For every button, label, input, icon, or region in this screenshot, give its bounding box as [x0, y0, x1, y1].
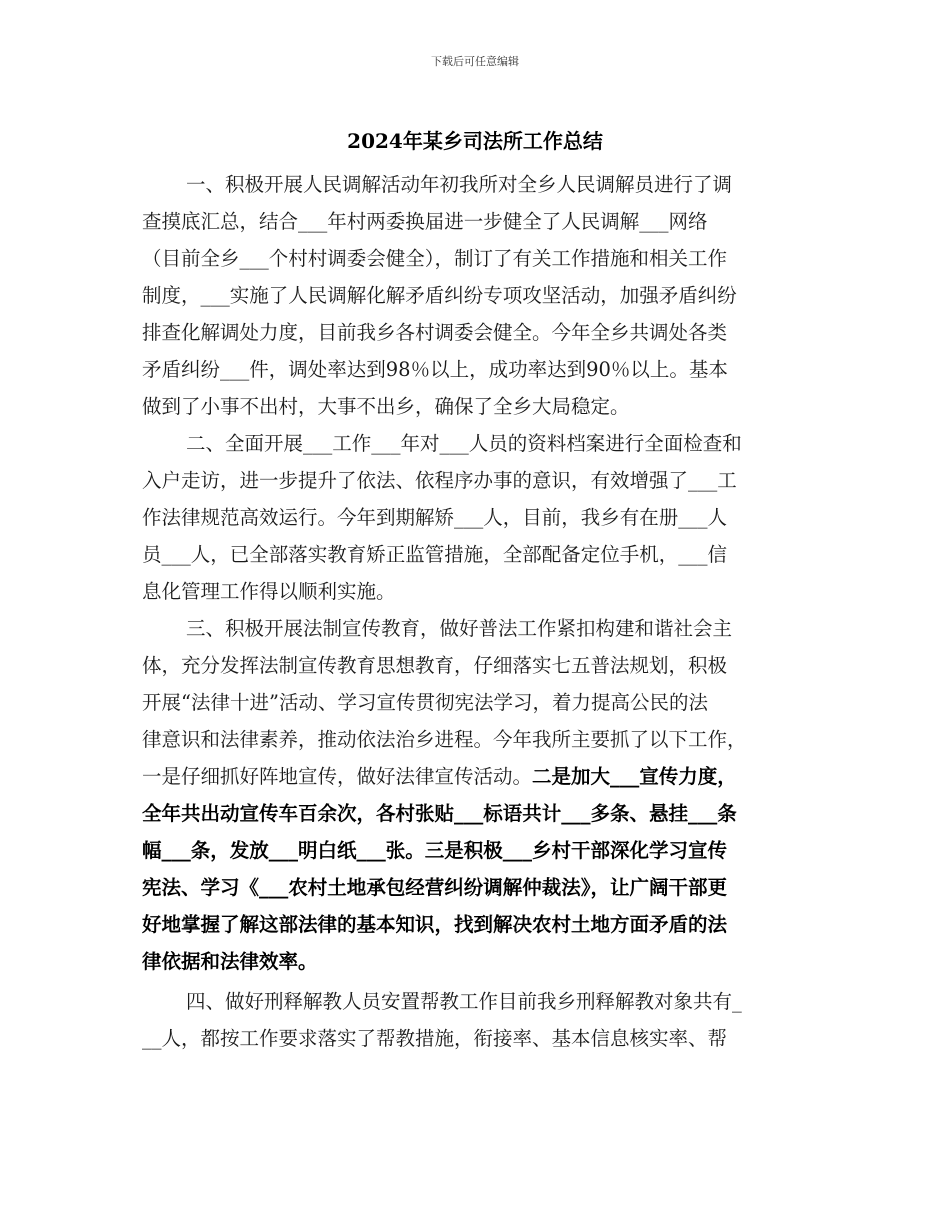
paragraph-line: 做到了小事不出村，大事不出乡，确保了全乡大局稳定。: [142, 395, 630, 418]
paragraph-line: 一、积极开展人民调解活动年初我所对全乡人民调解员进行了调: [186, 173, 733, 196]
line-segment: 一是仔细抓好阵地宣传，做好法律宣传活动。: [142, 765, 533, 788]
paragraph-line: 矛盾纠纷___件，调处率达到98％以上，成功率达到90％以上。基本: [142, 358, 728, 381]
paragraph-line: 体，充分发挥法制宣传教育思想教育，仔细落实七五普法规划，积极: [142, 654, 728, 677]
paragraph-line: （目前全乡___个村村调委会健全），制订了有关工作措施和相关工作: [142, 247, 728, 270]
paragraph-line-bold: 好地掌握了解这部法律的基本知识，找到解决农村土地方面矛盾的法: [142, 913, 728, 936]
paragraph-line: 作法律规范高效运行。今年到期解矫___人，目前，我乡有在册___人: [142, 506, 728, 529]
paragraph-line: 入户走访，进一步提升了依法、依程序办事的意识，有效增强了___工: [142, 469, 737, 492]
line-segment-bold: 二是加大___宣传力度，: [532, 765, 737, 788]
paragraph-line: 息化管理工作得以顺利实施。: [142, 580, 396, 603]
paragraph-line: 律意识和法律素养，推动依法治乡进程。今年我所主要抓了以下工作，: [142, 728, 747, 751]
paragraph-line: 制度，___实施了人民调解化解矛盾纠纷专项攻坚活动，加强矛盾纠纷: [142, 284, 737, 307]
paragraph-line: 查摸底汇总，结合___年村两委换届进一步健全了人民调解___网络: [142, 210, 708, 233]
page-title: 2024年某乡司法所工作总结: [347, 129, 603, 153]
paragraph-line-bold: 宪法、学习《___农村土地承包经营纠纷调解仲裁法》，让广阔干部更: [142, 876, 728, 899]
paragraph-line: 排查化解调处力度，目前我乡各村调委会健全。今年全乡共调处各类: [142, 321, 728, 344]
header-note: 下载后可任意编辑: [431, 55, 519, 68]
paragraph-line-bold: 律依据和法律效率。: [142, 950, 318, 973]
paragraph-line: 四、做好刑释解教人员安置帮教工作目前我乡刑释解教对象共有_: [186, 990, 742, 1013]
paragraph-line: __人，都按工作要求落实了帮教措施，衔接率、基本信息核实率、帮: [142, 1027, 728, 1050]
paragraph-line: 开展“法律十进”活动、学习宣传贯彻宪法学习，着力提高公民的法: [142, 691, 708, 714]
paragraph-line-bold: 幅___条，发放___明白纸___张。三是积极___乡村干部深化学习宣传: [142, 839, 728, 862]
paragraph-line-mixed: [142, 760, 810, 794]
paragraph-line: 二、全面开展___工作___年对___人员的资料档案进行全面检查和: [186, 432, 742, 455]
paragraph-line-bold: 全年共出动宣传车百余次，各村张贴___标语共计___多条、悬挂___条: [142, 802, 737, 825]
paragraph-line: 员___人，已全部落实教育矫正监管措施，全部配备定位手机，___信: [142, 543, 728, 566]
paragraph-line: 三、积极开展法制宣传教育，做好普法工作紧扣构建和谐社会主: [186, 617, 733, 640]
